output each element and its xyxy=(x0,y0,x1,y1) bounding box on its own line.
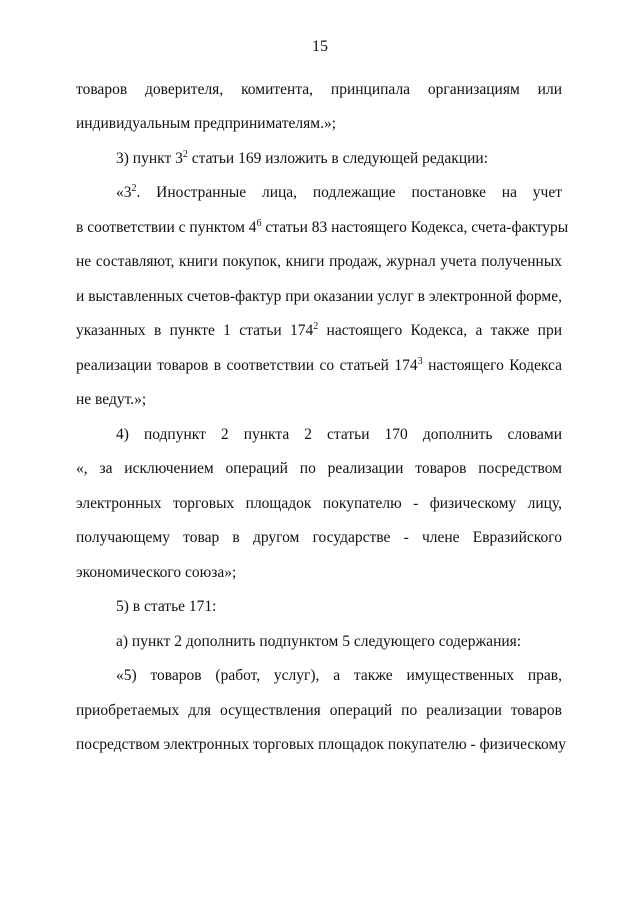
text-line: 3) пункт $3^2$ статьи 169 изложить в следующей редакции: xyxy=(116,148,489,167)
text-line: экономического союза»; xyxy=(76,564,237,581)
text-line: в соответствии с пунктом $4^6$ статьи 83 настоящего Кодекса, счета-фактуры xyxy=(76,217,569,236)
text-line: а) пункт 2 дополнить подпунктом 5 следующего содержания: xyxy=(116,633,522,650)
text-line: указанных в пункте 1 статьи $174^2$ настоящего Кодекса, а также при xyxy=(76,320,563,339)
text-line: электронных торговых площадок покупателю - физическому лицу, xyxy=(76,495,562,512)
page-number: 15 xyxy=(312,38,328,55)
text-line: и выставленных счетов-фактур при оказании услуг в электронной форме, xyxy=(76,288,562,305)
text-line: товаров доверителя, комитента, принципала организациям или xyxy=(76,81,562,98)
text-line: индивидуальным предпринимателям.»; xyxy=(76,115,337,132)
text-line: 4) подпункт 2 пункта 2 статьи 170 дополнить словами xyxy=(116,426,562,443)
text-line: 5) в статье 171: xyxy=(116,598,217,615)
text-line: «5) товаров (работ, услуг), а также имущественных прав, xyxy=(116,667,562,684)
text-line: получающему товар в другом государстве - члене Евразийского xyxy=(76,529,562,546)
text-line: посредством электронных торговых площадок покупателю - физическому xyxy=(76,736,567,753)
text-line: не составляют, книги покупок, книги продаж, журнал учета полученных xyxy=(76,253,562,270)
text-line: «$3^2$. Иностранные лица, подлежащие постановке на учет xyxy=(116,182,562,201)
text-line: не ведут.»; xyxy=(76,391,147,408)
text-line: приобретаемых для осуществления операций по реализации товаров xyxy=(76,702,562,719)
text-line: «, за исключением операций по реализации товаров посредством xyxy=(76,460,562,477)
text-line: реализации товаров в соответствии со статьей $174^3$ настоящего Кодекса xyxy=(76,355,562,374)
